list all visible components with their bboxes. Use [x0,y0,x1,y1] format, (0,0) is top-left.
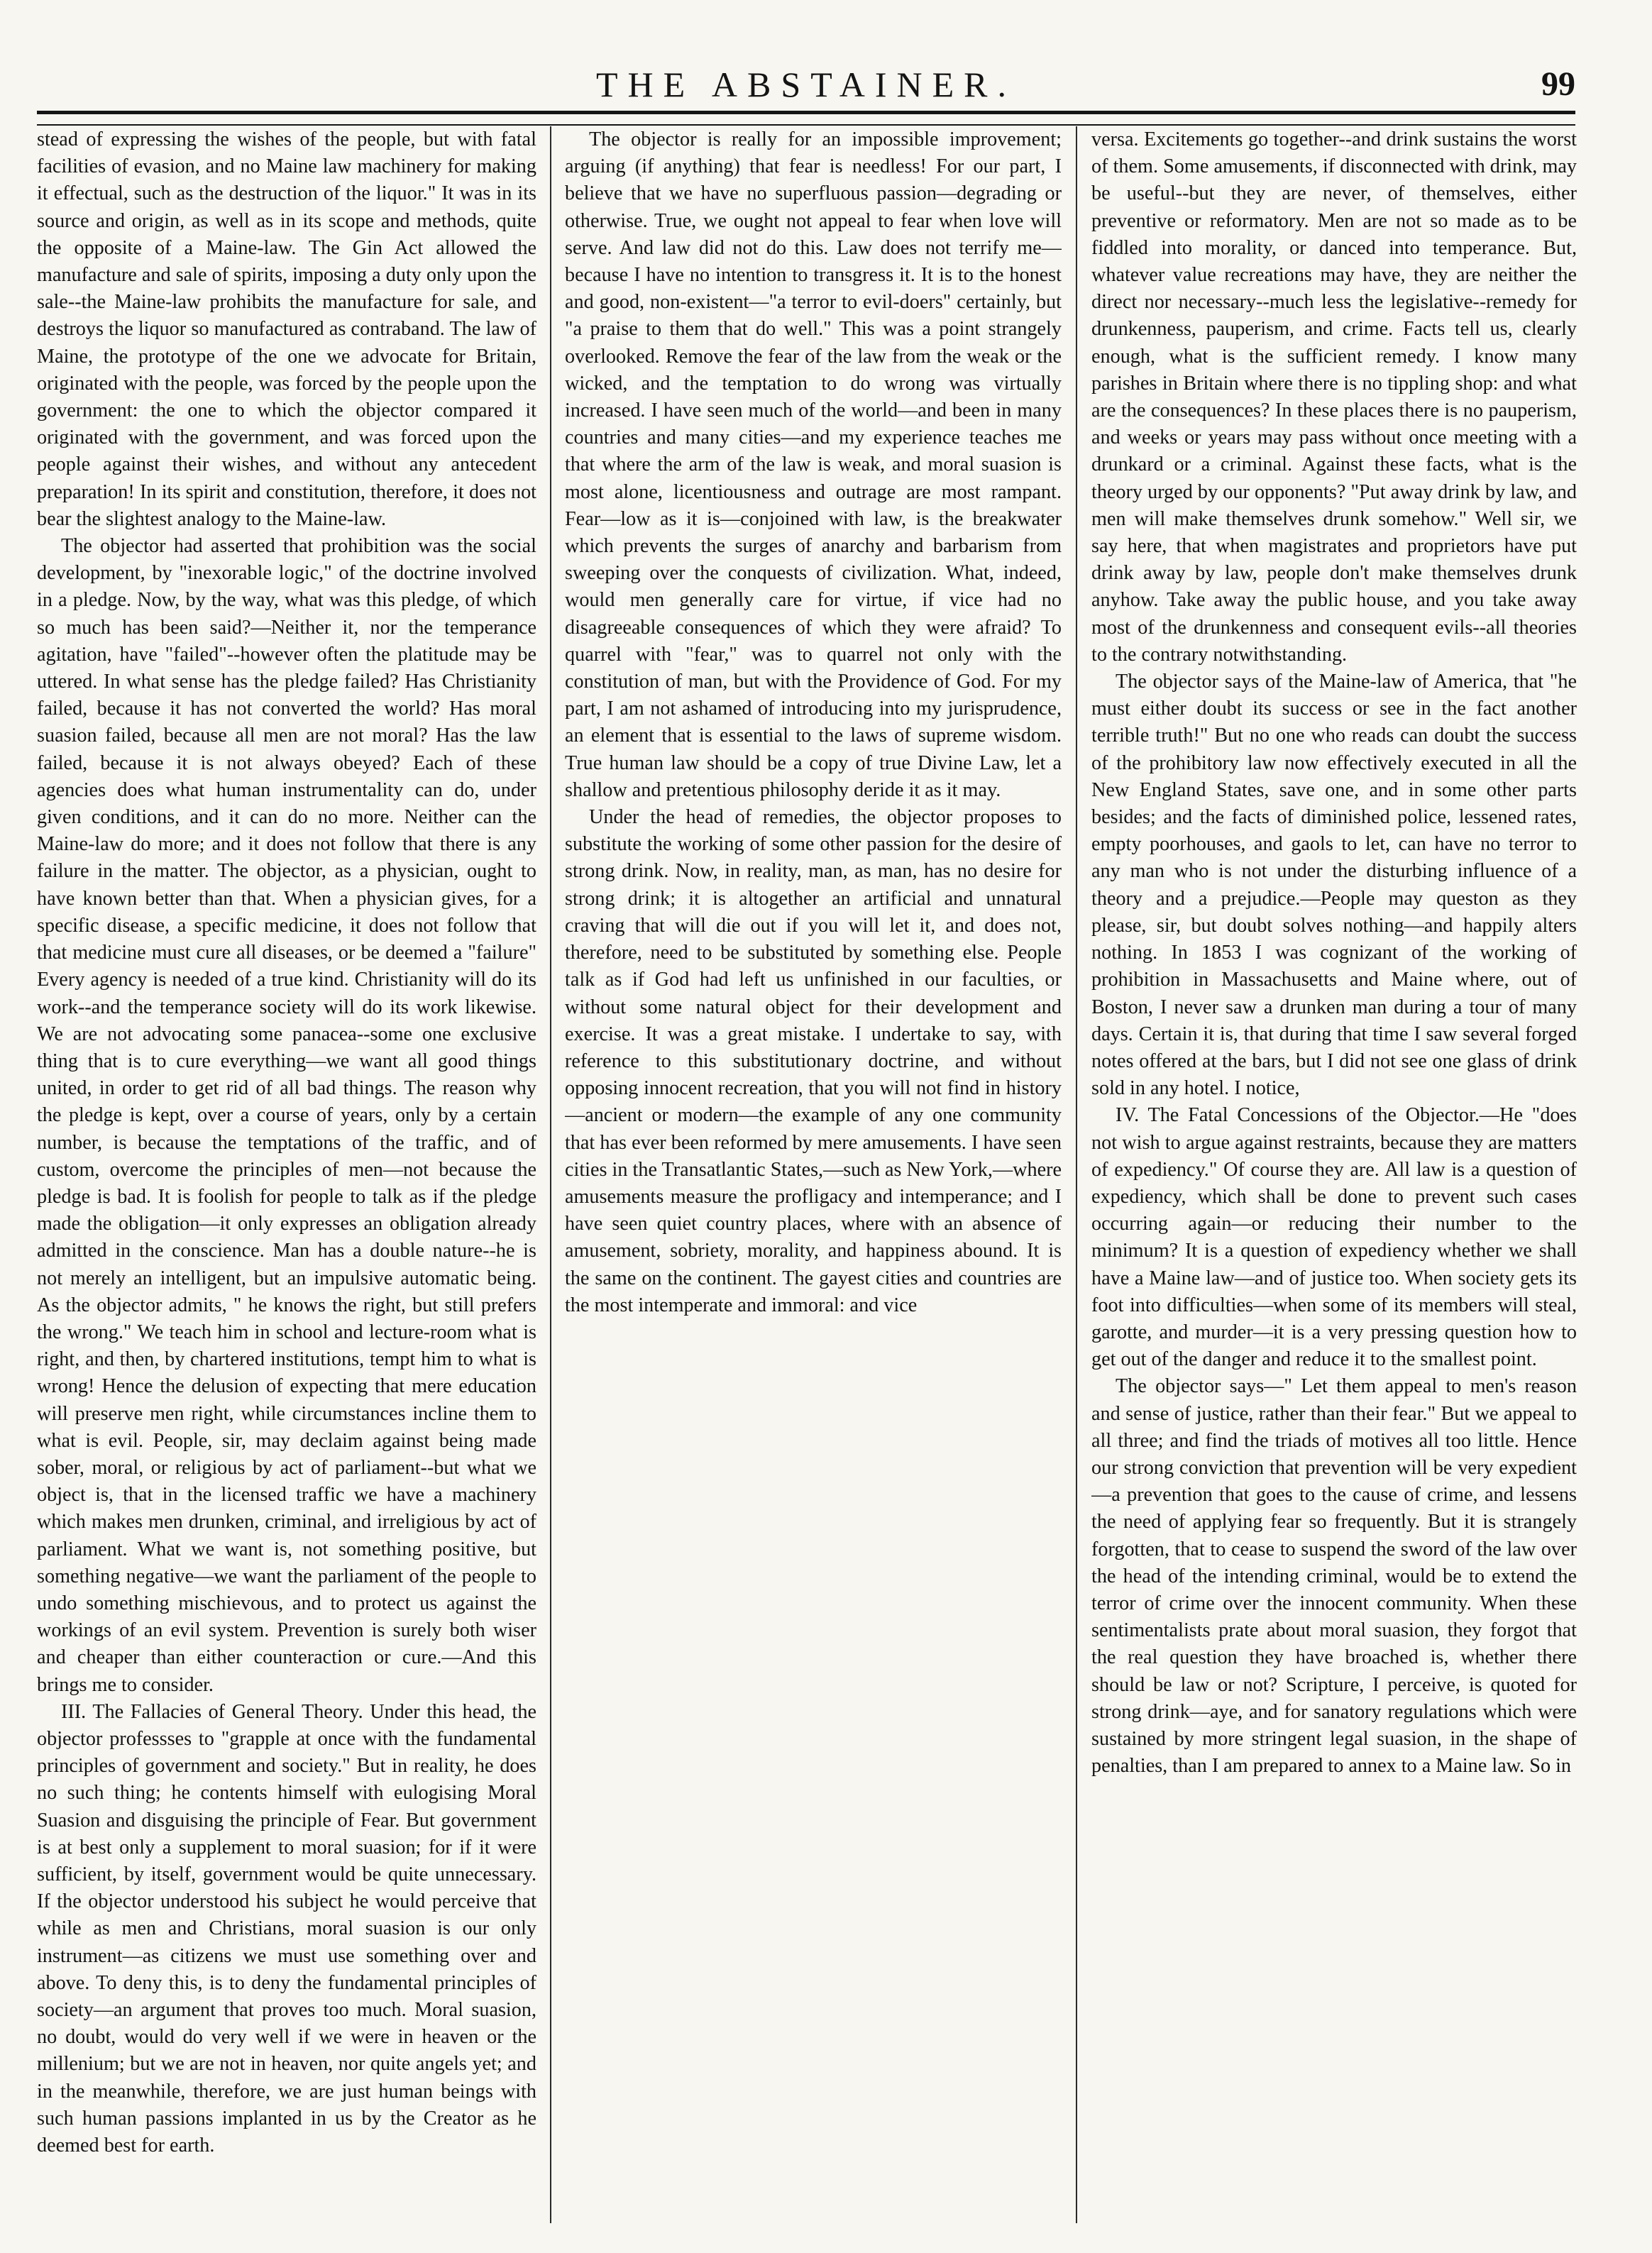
column-rule [550,126,551,2223]
running-title: THE ABSTAINER. [596,65,1016,104]
paragraph: stead of expressing the wishes of the people, but with fatal facilities of evasion, and no Maine law machinery for making it effectual, such as the destruction of the liquor." It was in its source and origin, as well as in its scope and methods, quite the opposite of a Maine-law. The Gin Act allowed the manufacture and sale of spirits, imposing a duty only upon the sale--the Maine-law prohibits the manufacture for sale, and destroys the liquor so manufactured as contraband. The law of Maine, the prototype of the one we advocate for Britain, originated with the people, was forced by the people upon the government: the one to which the objector compared it originated with the government, and was forced upon the people against their wishes, and without any antecedent preparation! In its spirit and constitution, therefore, it does not bear the slightest analogy to the Maine-law. [37,128,536,530]
header-double-rule [37,111,1575,126]
column-rule [1076,126,1077,2223]
section-heading-paragraph: III. The Fallacies of General Theory. Under this head, the objector professses to "grapple at once with the fundamental principles of government and society." But in reality, he does no such thing; he contents himself with eulogising Moral Suasion and disguising the principle of Fear. But government is at best only a supplement to moral suasion; for if it were sufficient, by itself, government would be quite unnecessary. If the objector understood his subject he would perceive that while as men and Christians, moral suasion is our only instrument—as citizens we must use something over and above. To deny this, is to deny the fundamental principles of society—an argument that proves too much. Moral suasion, no doubt, would do very well if we were in heaven or the millenium; but we are not in heaven, nor quite angels yet; and in the meanwhile, therefore, we are just human beings with such human passions implanted in us by the Creator as he deemed best for earth. [37,1700,536,2157]
paragraph: The objector is really for an impossible improvement; arguing (if anything) that fear is needless! For our part, I believe that we have no superfluous passion—degrading or otherwise. True, we ought not appeal to fear when love will serve. And law did not do this. Law does not terrify me—because I have no intention to transgress it. It is to the honest and good, non-existent—"a terror to evil-doers" certainly, but "a praise to them that do well." This was a point strangely overlooked. Remove the fear of the law from the weak or the wicked, and the temptation to do wrong was virtually increased. I have seen much of the world—and been in many countries and many cities—and my experience teaches me that where the arm of the law is weak, and moral suasion is most alone, licentiousness and outrage are most rampant. Fear—low as it is—conjoined with law, is the breakwater which prevents the surges of anarchy and barbarism from sweeping over the conquests of civilization. What, indeed, would men generally care for virtue, if vice had no disagreeable consequences of which they were afraid? To quarrel with "fear," was to quarrel not only with the constitution of man, but with the Providence of God. For my part, I am not ashamed of introducing into my jurisprudence, an element that is essential to the laws of supreme wisdom. True human law should be a copy of true Divine Law, let a shallow and pretentious philosophy deride it as it may. [565,128,1062,801]
paragraph: The objector says of the Maine-law of America, that "he must either doubt its success or see in the fact another terrible truth!" But no one who reads can doubt the success of the prohibitory law now effectively executed in all the New England States, save one, and in some other parts besides; and the facts of diminished police, lessened rates, empty poorhouses, and gaols to let, can have no terror to any man who is not under the disturbing influence of a theory and a prejudice.—People may queston as they please, sir, but doubt solves nothing—and happily alters nothing. In 1853 I was cognizant of the working of prohibition in Massachusetts and Maine where, out of Boston, I never saw a drunken man during a tour of many days. Certain it is, that during that time I saw several forged notes offered at the bars, but I did not see one glass of drink sold in any hotel. I notice, [1091,671,1577,1100]
paragraph: Under the head of remedies, the objector proposes to substitute the working of some other passion for the desire of strong drink. Now, in reality, man, as man, has no desire for strong drink; it is altogether an artificial and unnatural craving that will die out if you will let it, and does not, therefore, need to be substituted by something else. People talk as if God had left us unfinished in our faculties, or without some natural object for their development and exercise. It was a great mistake. I undertake to say, with reference to this substitutionary doctrine, and without opposing innocent recreation, that you will not find in history—ancient or modern—the example of any one community that has ever been reformed by mere amusements. I have seen cities in the Transatlantic States,—such as New York,—where amusements measure the profligacy and intemperance; and I have seen quiet country places, where with an absence of amusement, sobriety, morality, and happiness abound. It is the same on the continent. The gayest cities and countries are the most intemperate and immoral: and vice [565,806,1062,1316]
section-heading-paragraph: IV. The Fatal Concessions of the Objector.—He "does not wish to argue against restraints, because they are matters of expediency." Of course they are. All law is a question of expediency, which shall be done to prevent such cases occurring again—or reducing their number to the minimum? It is a question of expediency whether we shall have a Maine law—and of justice too. When society gets its foot into difficulties—when some of its members will steal, garotte, and murder—it is a very pressing question how to get out of the danger and reduce it to the smallest point. [1091,1104,1577,1371]
page-number: 99 [1541,65,1575,103]
text-column-2 [565,126,1062,2223]
text-column-3 [1091,126,1577,2223]
page-header [37,62,1575,106]
paragraph: The objector had asserted that prohibition was the social development, by "inexorable logic," of the doctrine involved in a pledge. Now, by the way, what was this pledge, of which so much has been said?—Neither it, nor the temperance agitation, have "failed"--however often the platitude may be uttered. In what sense has the pledge failed? Has Christianity failed, because it has not converted the world? Has moral suasion failed, because all men are not moral? Has the law failed, because it is not always obeyed? Each of these agencies does what human instrumentality can do, under given conditions, and it can do no more. Neither can the Maine-law do more; and it does not follow that there is any failure in the matter. The objector, as a physician, ought to have known better than that. When a physician gives, for a specific disease, a specific medicine, it does not follow that that medicine must cure all diseases, or be deemed a "failure" Every agency is needed of a true kind. Christianity will do its work--and the temperance society will do its work likewise. We are not advocating some panacea--some one exclusive thing that is to cure everything—we want all good things united, in order to get rid of all bad things. The reason why the pledge is kept, over a course of years, only by a certain number, is because the temptations of the traffic, and of custom, overcome the principles of men—not because the pledge is bad. It is foolish for people to talk as if the pledge made the obligation—it only expresses an obligation already admitted in the conscience. Man has a double nature--he is not merely an intelligent, but an impulsive automatic being. As the objector admits, " he knows the right, but still prefers the wrong." We teach him in school and lecture-room what is right, and then, by chartered institutions, tempt him to what is wrong! Hence the delusion of expecting that mere education will preserve men right, while circumstances incline them to what is evil. People, sir, may declaim against being made sober, moral, or religious by act of parliament--but what we object is, that in the licensed traffic we have a machinery which makes men drunken, criminal, and irreligious by act of parliament. What we want is, not something positive, but something negative—we want the parliament of the people to undo something mischievous, and to protect us against the workings of an evil system. Prevention is surely both wiser and cheaper than either counteraction or cure.—And this brings me to consider. [37,535,536,1696]
paragraph: versa. Excitements go together--and drink sustains the worst of them. Some amusements, if disconnected with drink, may be useful--but they are never, of themselves, either preventive or reformatory. Men are not so made as to be fiddled into morality, or danced into temperance. But, whatever value recreations may have, they are neither the direct nor necessary--much less the legislative--remedy for drunkenness, pauperism, and crime. Facts tell us, clearly enough, what is the sufficient remedy. I know many parishes in Britain where there is no tippling shop: and what are the consequences? In these places there is no pauperism, and weeks or years may pass without once meeting with a drunkard or a criminal. Against these facts, what is the theory urged by our opponents? "Put away drink by law, and men will make themselves drunk somehow." Well sir, we say here, that when magistrates and proprietors have put drink away by law, people don't make themselves drunk anyhow. Take away the public house, and you take away most of the drunkenness and consequent evils--all theories to the contrary notwithstanding. [1091,128,1577,666]
text-column-1 [37,126,536,2223]
paragraph: The objector says—" Let them appeal to men's reason and sense of justice, rather than their fear." But we appeal to all three; and find the triads of motives all too little. Hence our strong conviction that prevention will be very expedient—a prevention that goes to the cause of crime, and lessens the need of applying fear so frequently. But it is strangely forgotten, that to cease to suspend the sword of the law over the head of the intending criminal, would be to extend the terror of crime over the innocent community. When these sentimentalists prate about moral suasion, they forgot that the real question they have broached is, whether there should be law or not? Scripture, I perceive, is quoted for strong drink—aye, and for sanatory regulations which were sustained by more stringent legal suasion, in the shape of penalties, than I am prepared to annex to a Maine law. So in [1091,1375,1577,1778]
